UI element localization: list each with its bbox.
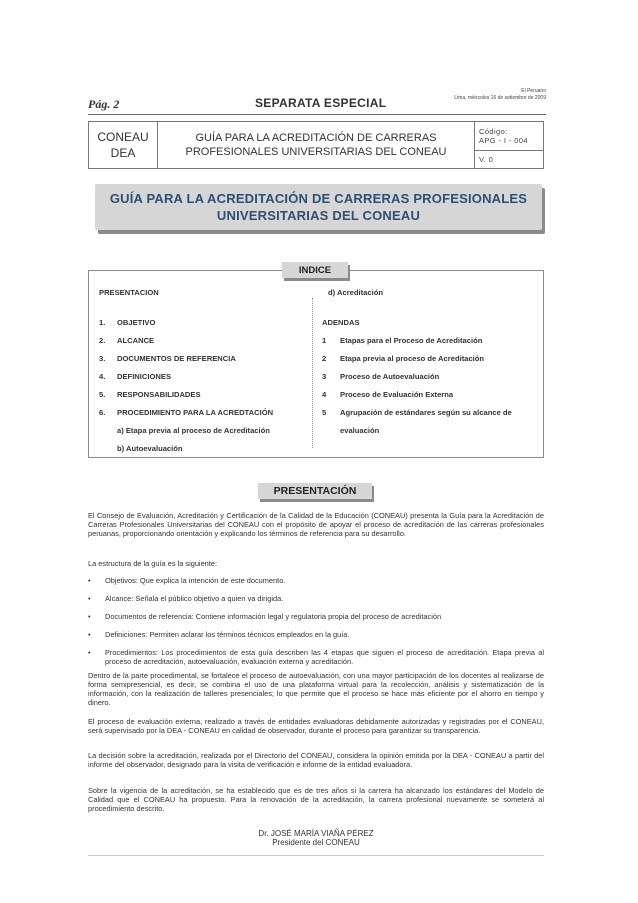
bullet-text: Documentos de referencia: Contiene información legal y regulatoria propia del proceso de acreditación — [105, 612, 442, 621]
index-subitem: b) Autoevaluación — [117, 444, 183, 453]
index-item-label: DEFINICIONES — [117, 372, 172, 381]
adenda-item — [322, 372, 439, 381]
banner-line-1: GUÍA PARA LA ACREDITACIÓN DE CARRERAS PROFESIONALES — [109, 191, 528, 206]
adenda-number: 1 — [322, 336, 327, 345]
bullet-dot: • — [88, 594, 91, 603]
adenda-label: Agrupación de estándares según su alcance de — [340, 408, 512, 417]
bullet-dot: • — [88, 648, 91, 657]
bullet-text: Objetivos: Que explica la intención de este documento. — [105, 576, 286, 585]
guide-title-banner — [95, 184, 542, 230]
index-item — [99, 336, 154, 345]
index-item — [99, 354, 236, 363]
index-item-label: ALCANCE — [117, 336, 155, 345]
bullet-dot: • — [88, 630, 91, 639]
paragraph-decision: La decisión sobre la acreditación, realizada por el Directorio del CONEAU, considera la opinión emitida por la DEA - CONEAU a partir del informe del observador, designado para la visita de verificación e informe de la entidad evaluadora. — [88, 751, 544, 769]
code-value: APG - I - 004 — [479, 136, 528, 145]
org-cell — [89, 122, 158, 168]
section-title: SEPARATA ESPECIAL — [255, 96, 387, 110]
bullet-text: Alcance: Señala el público objetivo a quien va dirigida. — [105, 594, 284, 603]
index-acreditacion: d) Acreditación — [328, 288, 383, 297]
doc-title-cell — [158, 122, 475, 168]
index-item — [99, 390, 201, 399]
org-line-2: DEA — [110, 146, 136, 160]
adenda-continuation: evaluación — [340, 426, 380, 435]
index-item-label: PROCEDIMIENTO PARA LA ACREDTACIÓN — [117, 408, 274, 417]
adenda-item — [322, 354, 484, 363]
bullet-dot: • — [88, 612, 91, 621]
adenda-number: 2 — [322, 354, 327, 363]
index-item — [99, 372, 171, 381]
index-item-number: 2. — [99, 336, 106, 345]
index-item-label: RESPONSABILIDADES — [117, 390, 201, 399]
org-line-1: CONEAU — [97, 130, 149, 144]
index-item-number: 5. — [99, 390, 106, 399]
adenda-label: Proceso de Autoevaluación — [340, 372, 440, 381]
newspaper-name: El Peruano — [521, 88, 546, 94]
paragraph-intro: El Consejo de Evaluación, Acreditación y Certificación de la Calidad de la Educación (CONEAU) presenta la Guía para la Acreditación de Carreras Profesionales Universitarias del CONEAU con el propósito de apoyar el proceso de acreditación de las carreras profesionales peruanas, proporcionando orientación y explicando los términos de referencia para su desarrollo. — [88, 511, 544, 538]
paragraph-evaluacion-externa: El proceso de evaluación externa, realizado a través de entidades evaluadoras debidamente autorizadas y registradas por el CONEAU, será supervisado por la DEA - CONEAU en calidad de observador, durante el proceso para garantizar su transparencia. — [88, 717, 544, 735]
index-item-number: 3. — [99, 354, 106, 363]
bullet-text: Definiciones: Permiten aclarar los términos técnicos empleados en la guía. — [105, 630, 350, 639]
index-presentacion: PRESENTACION — [99, 288, 159, 297]
index-item-number: 4. — [99, 372, 106, 381]
document-code-box — [88, 121, 544, 169]
presentation-tag: PRESENTACIÓN — [258, 483, 372, 499]
version-cell: V. 0 — [479, 155, 494, 164]
signature-title: Presidente del CONEAU — [272, 838, 360, 847]
index-item-label: OBJETIVO — [117, 318, 156, 327]
signature-name: Dr. JOSÉ MARÍA VIAÑA PÉREZ — [258, 829, 374, 838]
index-item-label: DOCUMENTOS DE REFERENCIA — [117, 354, 236, 363]
index-subitem: a) Etapa previa al proceso de Acreditación — [117, 426, 270, 435]
adenda-item — [322, 408, 512, 417]
adenda-label: Etapas para el Proceso de Acreditación — [340, 336, 483, 345]
adenda-number: 3 — [322, 372, 327, 381]
dateline-block — [454, 88, 546, 102]
page-number: Pág. 2 — [88, 97, 120, 111]
bullet-dot: • — [88, 576, 91, 585]
doc-title-line-2: PROFESIONALES UNIVERSITARIAS DEL CONEAU — [185, 146, 447, 158]
code-label: Código: — [479, 127, 508, 136]
adenda-label: Proceso de Evaluación Externa — [340, 390, 454, 399]
header-rule — [88, 114, 546, 115]
index-item — [99, 408, 273, 417]
adenda-number: 5 — [322, 408, 327, 417]
adenda-number: 4 — [322, 390, 327, 399]
index-item-number: 1. — [99, 318, 106, 327]
index-item-number: 6. — [99, 408, 106, 417]
index-tag: INDICE — [282, 262, 348, 278]
adenda-item — [322, 336, 482, 345]
index-item — [99, 318, 155, 327]
code-cell — [475, 122, 543, 151]
adenda-label: Etapa previa al proceso de Acreditación — [340, 354, 485, 363]
paragraph-autoevaluacion: Dentro de la parte procedimental, se fortalece el proceso de autoevaluación, con una mayor participación de los docentes al realizarse de forma semipresencial, es decir, se combina el uso de una plataforma virtual para la recolección, análisis y sistematización de la información, con la realización de talleres presenciales; lo que permite que el proceso se hace más eficiente por el ahorro en tiempo y dinero. — [88, 671, 544, 707]
bullet-text: Procedimientos: Los procedimientos de esta guía describen las 4 etapas que siguen el proceso de acreditación. Etapa previa al proceso de acreditación, autoevaluación, evaluación externa y acreditación. — [105, 648, 544, 666]
footer-rule — [88, 855, 544, 856]
adendas-title: ADENDAS — [322, 318, 360, 327]
signature-block — [88, 829, 544, 847]
index-divider — [312, 298, 313, 448]
dateline: Lima, miércoles 16 de setiembre de 2009 — [454, 95, 546, 101]
paragraph-vigencia: Sobre la vigencia de la acreditación, se ha establecido que es de tres años si la carrera ha alcanzado los estándares del Modelo de Calidad que el CONEAU ha propuesto. Para la renovación de la acreditación, la carrera profesional nuevamente se someterá al procedimiento descrito. — [88, 786, 544, 813]
paragraph-structure: La estructura de la guía es la siguiente: — [88, 559, 218, 568]
adenda-item — [322, 390, 453, 399]
doc-title-line-1: GUÍA PARA LA ACREDITACIÓN DE CARRERAS — [195, 132, 437, 144]
banner-line-2: UNIVERSITARIAS DEL CONEAU — [216, 208, 421, 223]
